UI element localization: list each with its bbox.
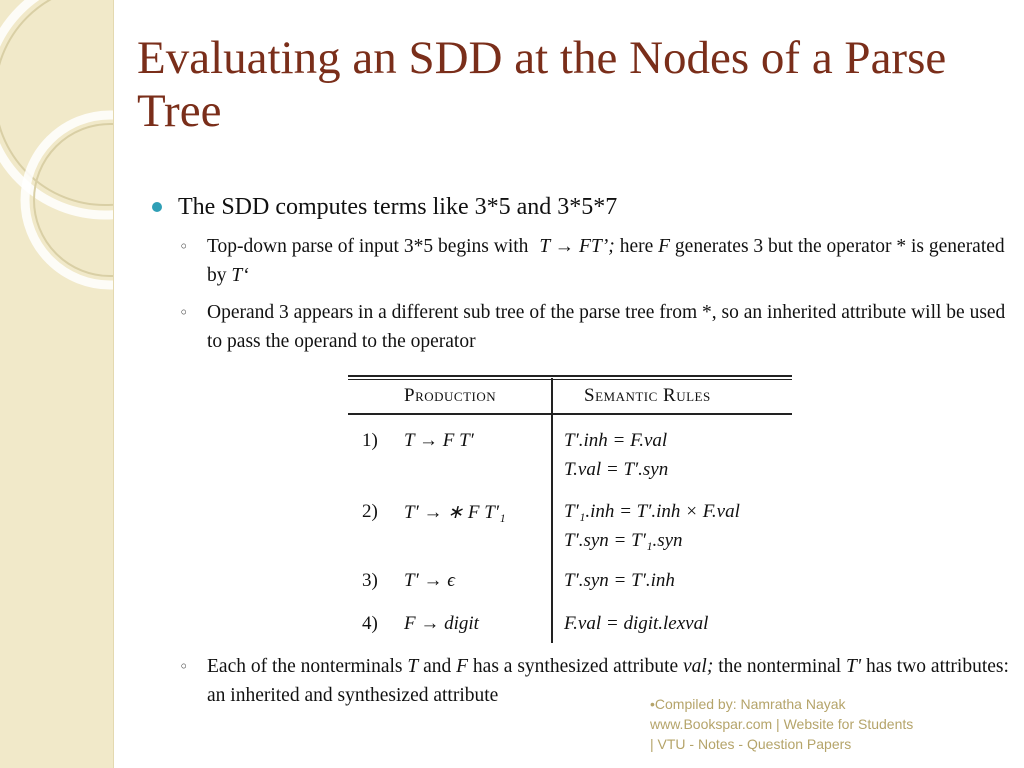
footer-line-3: | VTU - Notes - Question Papers bbox=[650, 736, 852, 752]
sub-bullet-1 bbox=[152, 232, 1014, 290]
sub-bullet-3-nonterminal-tprime: T' bbox=[846, 656, 862, 677]
sub-bullet-1-text-b: here bbox=[619, 236, 654, 257]
main-bullet-text: The SDD computes terms like 3*5 and 3*5*7 bbox=[178, 194, 618, 220]
footer-line-2: www.Bookspar.com | Website for Students bbox=[650, 716, 914, 732]
row-3-number: 3) bbox=[362, 570, 378, 591]
row-4-production: F → digit bbox=[404, 613, 479, 634]
row-2-rule-1: T′₁.inh = T′.inh × F.val bbox=[564, 501, 740, 522]
sub-bullet-1-text-c: generates 3 but the operator * is generated by bbox=[207, 236, 1005, 286]
sub-bullet-3-text-e: has two attributes: an inherited and synthesized attribute bbox=[207, 656, 1009, 706]
sdd-table bbox=[348, 375, 792, 643]
sub-bullet-1-production: T → FT’; bbox=[539, 236, 615, 257]
sub-bullet-3-attr-val: val; bbox=[683, 656, 714, 677]
sub-bullet-3-text-c: has a synthesized attribute bbox=[472, 656, 679, 677]
sub-bullet-3-text-a: Each of the nonterminals bbox=[207, 656, 403, 677]
sub-bullet-2 bbox=[152, 298, 1014, 356]
table-header-rule bbox=[348, 413, 792, 415]
main-bullet bbox=[152, 192, 1014, 222]
table-top-rule-thin bbox=[348, 379, 792, 380]
sub-bullet-2-text: Operand 3 appears in a different sub tree of the parse tree from *, so an inherited attribute will be used to pass the operand to the operator bbox=[207, 302, 1006, 352]
slide-content bbox=[152, 192, 1014, 360]
row-1-rule-2: T.val = T′.syn bbox=[564, 459, 669, 480]
ring-bullet-icon: ◦ bbox=[179, 237, 189, 256]
slide-title: Evaluating an SDD at the Nodes of a Parse Tree bbox=[137, 32, 947, 137]
sub-bullet-3-text-d: the nonterminal bbox=[718, 656, 842, 677]
ring-bullet-icon: ◦ bbox=[179, 303, 189, 322]
row-2-production: T′ → ∗ F T′₁ bbox=[404, 502, 506, 523]
table-column-divider bbox=[551, 378, 553, 643]
decorative-side-strip bbox=[0, 0, 114, 768]
row-1-rule-1: T′.inh = F.val bbox=[564, 430, 668, 451]
header-semantic-rules: Semantic Rules bbox=[584, 385, 711, 406]
sub-bullet-3-text-b: and bbox=[423, 656, 452, 677]
row-2-rule-2: T′.syn = T′₁.syn bbox=[564, 530, 683, 551]
sub-bullet-1-nonterminal-f: F bbox=[658, 236, 671, 257]
ring-bullet-icon: ◦ bbox=[179, 657, 189, 676]
table-top-rule bbox=[348, 375, 792, 377]
row-1-production: T → F T′ bbox=[404, 430, 474, 451]
bullet-dot-icon bbox=[152, 202, 162, 212]
slide-footer bbox=[650, 694, 980, 754]
header-production: Production bbox=[404, 385, 497, 406]
row-3-rule-1: T′.syn = T′.inh bbox=[564, 570, 675, 591]
row-1-number: 1) bbox=[362, 430, 378, 451]
sub-bullet-3-nonterminal-f: F bbox=[456, 656, 469, 677]
row-3-production: T′ → ϵ bbox=[404, 570, 455, 591]
row-4-rule-1: F.val = digit.lexval bbox=[564, 613, 709, 634]
sub-bullet-1-text-a: Top-down parse of input 3*5 begins with bbox=[207, 236, 529, 257]
row-4-number: 4) bbox=[362, 613, 378, 634]
row-2-number: 2) bbox=[362, 501, 378, 522]
sub-bullet-3-nonterminal-t: T bbox=[407, 656, 419, 677]
decorative-rings-icon bbox=[0, 0, 113, 768]
sub-bullet-1-nonterminal-t: T‘ bbox=[231, 265, 249, 286]
footer-line-1: •Compiled by: Namratha Nayak bbox=[650, 696, 846, 712]
